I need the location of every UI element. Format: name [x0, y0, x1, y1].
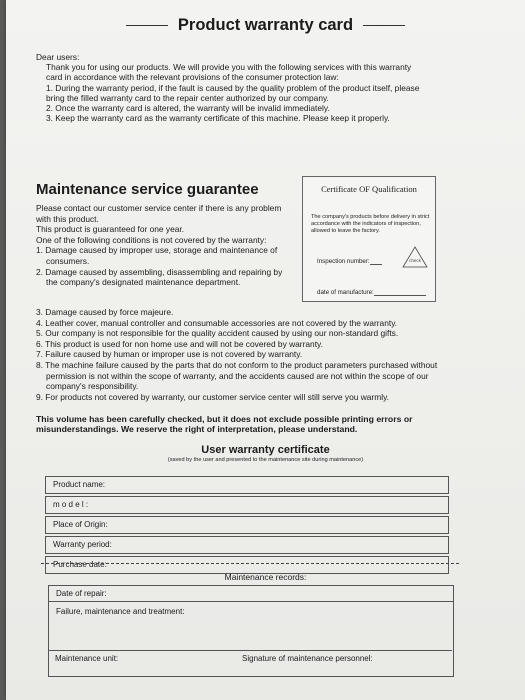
exclusion-item: 8. The machine failure caused by the parts that do not conform to the product parameters purchased without permission is not within the scope of warranty, and the accidents caused are not within the scope of our company's responsibility. — [36, 359, 438, 392]
maintenance-unit-field[interactable]: Maintenance unit: — [55, 654, 119, 663]
intro-body: Thank you for using our products. We will provide you with the following services with this warranty card in accordance with the relevant provisions of the consumer protection law: — [46, 62, 412, 83]
user-warranty-certificate-subtitle: (saved by the user and presented to the maintenance site during maintenance) — [167, 457, 364, 463]
title-row — [6, 16, 525, 35]
maintenance-signature-row — [48, 650, 452, 667]
greeting: Dear users: — [36, 52, 80, 62]
maintenance-terms — [36, 203, 294, 288]
place-of-origin-field[interactable]: Place of Origin: — [45, 516, 449, 534]
title-rule-right — [363, 25, 405, 26]
disclaimer: This volume has been carefully checked, but it does not exclude possible printing errors or misunderstandings. We reserve the right of interpretation, please understand. — [36, 414, 413, 435]
user-warranty-certificate-title: User warranty certificate — [201, 444, 330, 456]
maintenance-line: 2. Damage caused by assembling, disassembling and repairing by the company's designated maintenance department. — [36, 266, 283, 288]
exclusion-item: 4. Leather cover, manual controller and consumable accessories are not covered by the warranty. — [36, 317, 398, 328]
maintenance-line: This product is guaranteed for one year. — [36, 224, 185, 235]
exclusions-list — [36, 307, 456, 402]
page-title: Product warranty card — [177, 16, 354, 34]
cut-line — [41, 563, 459, 564]
maintenance-line: 1. Damage caused by improper use, storage and maintenance of consumers. — [36, 245, 278, 266]
warranty-period-field[interactable]: Warranty period: — [45, 536, 449, 554]
user-warranty-form — [45, 476, 449, 576]
date-of-manufacture-field — [317, 288, 426, 296]
intro-item: 3. Keep the warranty card as the warranty certificate of this machine. Please keep it properly. — [46, 113, 390, 124]
date-of-manufacture-line — [374, 288, 426, 296]
maintenance-records-title: Maintenance records: — [224, 572, 307, 582]
exclusion-item: 5. Our company is not responsible for the quality accident caused by using our non-standard gifts. — [36, 328, 399, 339]
certificate-body: The company's products before delivery in strict accordance with the indicators of inspection, allowed to leave the factory. — [311, 214, 430, 235]
intro-section — [36, 52, 428, 123]
model-field[interactable]: m o d e l : — [45, 496, 449, 514]
maintenance-line: Please contact our customer service center if there is any problem with this product. — [36, 203, 282, 224]
maintenance-heading: Maintenance service guarantee — [36, 181, 259, 198]
date-of-manufacture-label: date of manufacture: — [317, 289, 374, 296]
signature-field[interactable]: Signature of maintenance personnel: — [242, 654, 373, 663]
warranty-card-page — [6, 0, 525, 700]
stamp-text: check — [409, 258, 421, 263]
exclusion-item: 9. For products not covered by warranty, our customer service center will still serve you warmly. — [36, 391, 389, 402]
product-name-field[interactable]: Product name: — [45, 476, 449, 494]
failure-treatment-field[interactable]: Failure, maintenance and treatment: — [56, 607, 185, 616]
exclusion-item: 6. This product is used for non home use and will not be covered by warranty. — [36, 338, 323, 349]
exclusion-item: 3. Damage caused by force majeure. — [36, 307, 174, 317]
certificate-of-qualification — [302, 176, 436, 302]
inspection-number-field — [317, 257, 382, 265]
inspection-number-label: Inspection number: — [317, 258, 370, 265]
purchase-date-field[interactable]: Purchase date: — [45, 556, 449, 574]
title-rule-left — [126, 25, 168, 26]
certificate-title: Certificate OF Qualification — [321, 184, 417, 194]
exclusion-item: 7. Failure caused by human or improper use is not covered by warranty. — [36, 349, 303, 360]
inspection-stamp-icon — [401, 245, 429, 269]
intro-item: 2. Once the warranty card is altered, the warranty will be invalid immediately. — [46, 103, 330, 114]
inspection-number-line — [370, 257, 382, 265]
intro-list — [36, 83, 428, 124]
date-of-repair-field[interactable]: Date of repair: — [49, 586, 453, 602]
maintenance-line: One of the following conditions is not covered by the warranty: — [36, 234, 267, 245]
intro-item: 1. During the warranty period, if the fault is caused by the quality problem of the product itself, please bring the filled warranty card to the repair center authorized by our company. — [46, 82, 420, 103]
